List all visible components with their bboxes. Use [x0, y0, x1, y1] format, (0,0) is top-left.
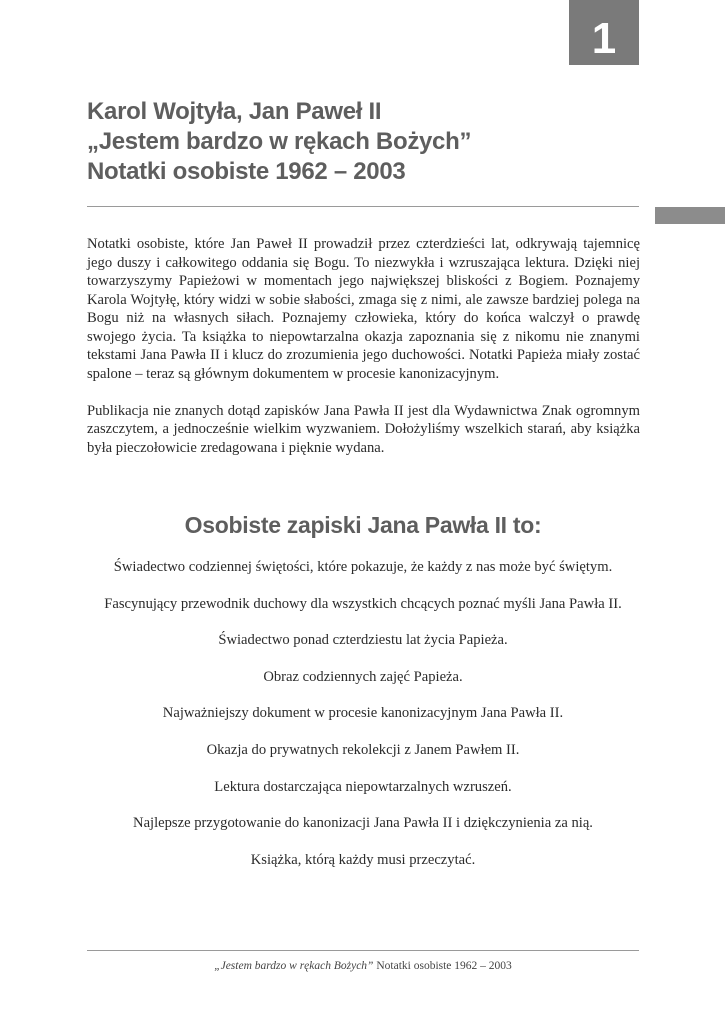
side-tab-marker: [655, 207, 725, 224]
title-line-subtitle: Notatki osobiste 1962 – 2003: [87, 158, 406, 185]
footer-book-title: „Jestem bardzo w rękach Bożych”: [214, 960, 374, 972]
divider-bottom: [87, 950, 639, 951]
list-item: Świadectwo ponad czterdziestu lat życia Papieża.: [218, 632, 508, 649]
list-item: Najlepsze przygotowanie do kanonizacji Jana Pawła II i dziękczynienia za nią.: [133, 815, 593, 832]
list-item: Obraz codziennych zajęć Papieża.: [263, 668, 463, 685]
section-heading: Osobiste zapiski Jana Pawła II to:: [184, 512, 542, 538]
page-number-badge: 1: [569, 0, 639, 65]
list-item: Lektura dostarczająca niepowtarzalnych wzruszeń.: [214, 778, 512, 795]
list-item: Najważniejszy dokument w procesie kanonizacyjnym Jana Pawła II.: [162, 705, 564, 722]
intro-paragraph-1: Notatki osobiste, które Jan Paweł II prowadził przez czterdzieści lat, odkrywają tajemnicę jego duszy i całkowitego oddania się Bogu. To niezwykła i wzruszająca lektura. Dzięki niej towarzyszymy Papieżowi w momentach jego największej bliskości z Bogiem. Poznajemy Karola Wojtyłę, który widzi w sobie słabości, zmaga się z nimi, ale zawsze bardziej polega na Bogu niż na własnych siłach. Poznajemy człowieka, który do końca walczył o prawdę swojego życia. Ta książka to niepowtarzalna okazja zapoznania się z nikomu nie znanymi tekstami Jana Pawła II i klucz do zrozumienia jego duchowości. Notatki Papieża miały zostać spalone – teraz są głównym dokumentem w procesie kanonizacyjnym.: [87, 236, 640, 382]
page-title: [87, 97, 647, 187]
list-item: Fascynujący przewodnik duchowy dla wszystkich chcących poznać myśli Jana Pawła II.: [104, 595, 622, 612]
list-item: Książka, którą każdy musi przeczytać.: [250, 851, 476, 868]
intro-paragraph-2: Publikacja nie znanych dotąd zapisków Jana Pawła II jest dla Wydawnictwa Znak ogromnym zaszczytem, a jednocześnie wielkim wyzwaniem. Dołożyliśmy wszelkich starań, aby książka była pieczołowicie zredagowana i pięknie wydana.: [87, 402, 640, 456]
list-item: Okazja do prywatnych rekolekcji z Janem Pawłem II.: [206, 741, 520, 758]
points-list: [87, 557, 639, 886]
title-line-book: „Jestem bardzo w rękach Bożych”: [87, 128, 472, 155]
divider-top: [87, 206, 639, 207]
title-line-author: Karol Wojtyła, Jan Paweł II: [87, 98, 382, 125]
running-footer: [87, 958, 639, 974]
intro-text: [87, 235, 640, 476]
footer-subtitle: Notatki osobiste 1962 – 2003: [373, 960, 512, 972]
list-item: Świadectwo codziennej świętości, które pokazuje, że każdy z nas może być świętym.: [113, 559, 613, 575]
